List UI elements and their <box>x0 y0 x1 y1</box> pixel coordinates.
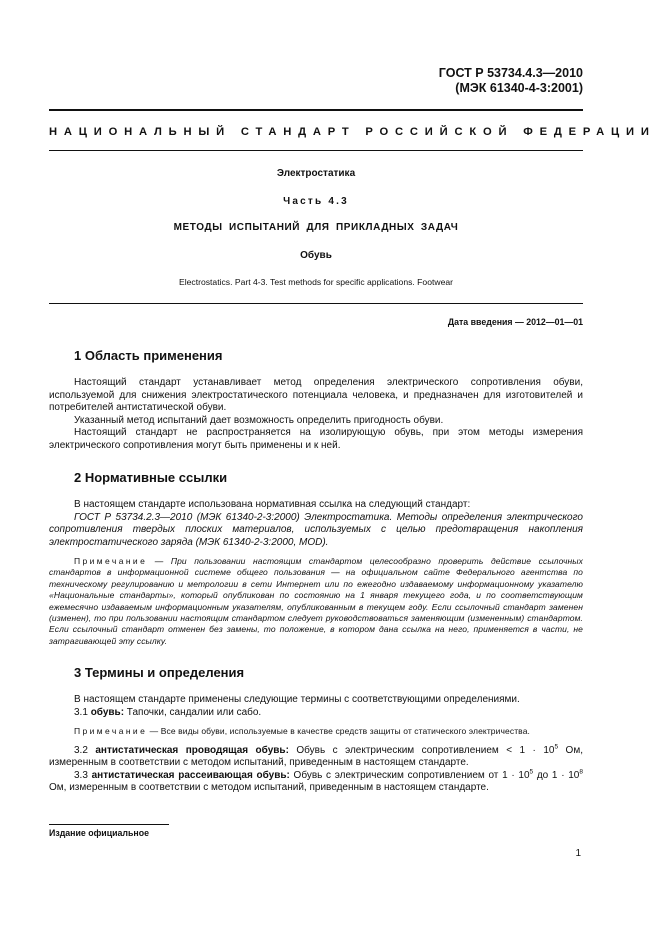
subject-title: Обувь <box>300 250 332 261</box>
term-definition-cont: до 1 · 10 <box>533 769 580 781</box>
term-name: антистатическая проводящая обувь: <box>95 744 289 756</box>
term-3-3 <box>49 770 583 795</box>
note-text: — При пользовании настоящим стандартом целесообразно проверить действие ссылочных стандартов в информационной системе общего пользования — на официальном сайте Федерального агентства по техническому регулированию и метрологии в сети Интернет или по ежегодно издаваемому информационному указателю «Национальные стандарты», который опубликован по состоянию на 1 января текущего года, и по соответствующим ежемесячно издаваемым информационным указателям, опубликованным в текущем году. Если ссылочный стандарт заменен (изменен), то при пользовании настоящим стандартом следует руководствоваться заменяющим (измененным) стандартом. Если ссылочный стандарт отменен без замены, то положение, в котором дана ссылка на него, применяется в части, не затрагивающей эту ссылку. <box>49 556 583 646</box>
section-1-paragraph-2: Указанный метод испытаний дает возможность определить пригодность обуви. <box>74 414 444 426</box>
note-label: Примечание <box>74 726 148 737</box>
national-standard-title: НАЦИОНАЛЬНЫЙ СТАНДАРТ РОССИЙСКОЙ ФЕДЕРАЦИИ <box>49 126 656 138</box>
top-rule <box>49 109 583 111</box>
date-rule <box>49 303 583 304</box>
section-2-heading: 2 Нормативные ссылки <box>74 470 228 485</box>
page-number: 1 <box>575 848 581 859</box>
title-rule <box>49 150 583 151</box>
exponent: 5 <box>529 768 534 776</box>
term-number: 3.2 <box>74 744 96 756</box>
topic-title: Электростатика <box>276 168 356 179</box>
official-edition: Издание официальное <box>49 828 149 838</box>
part-title: Часть 4.3 <box>283 196 349 207</box>
term-name: антистатическая рассеивающая обувь: <box>91 769 290 781</box>
term-name: обувь: <box>90 706 125 718</box>
normative-reference: ГОСТ Р 53734.2.3—2010 (МЭК 61340-2-3:2000) Электростатика. Методы определения электрического сопротивления твердых плоских материалов, используемых с целью предотвращения накопления электростатического заряда (МЭК 61340-2-3:2000, MOD). <box>49 511 583 548</box>
term-definition: Обувь с электрическим сопротивлением от 1 · 10 <box>289 769 530 781</box>
section-3-heading: 3 Термины и определения <box>74 665 245 681</box>
gost-number: ГОСТ Р 53734.4.3—2010 <box>438 66 583 80</box>
term-definition-cont: Ом, измеренным в соответствии с методом испытаний, приведенным в настоящем стандарте. <box>49 744 583 769</box>
term-3-1 <box>49 707 583 720</box>
note-label: Примечание <box>74 556 148 566</box>
note-text: — Все виды обуви, используемые в качестве средств защиты от статического электричества. <box>147 726 530 737</box>
section-1-paragraph-1: Настоящий стандарт устанавливает метод определения электрического сопротивления обуви, используемой для снижения электростатического потенциала человека, и предназначен для изготовителей и потребителей антистатической обуви. <box>49 377 583 413</box>
iec-number: (МЭК 61340-4-3:2001) <box>455 81 583 95</box>
term-number: 3.3 <box>74 769 92 781</box>
section-3-paragraph-1: В настоящем стандарте применены следующие термины с соответствующими определениями. <box>74 694 520 706</box>
term-3-2 <box>49 745 583 770</box>
gost-code-block <box>439 66 583 96</box>
document-body <box>49 348 583 795</box>
footer-rule <box>49 824 169 825</box>
section-2-note <box>49 556 583 647</box>
introduction-date: Дата введения — 2012—01—01 <box>447 317 583 327</box>
section-1-heading: 1 Область применения <box>74 348 223 363</box>
term-definition: Тапочки, сандалии или сабо. <box>124 706 262 718</box>
exponent: 8 <box>579 768 583 776</box>
section-3-note <box>49 726 583 737</box>
methods-title: МЕТОДЫ ИСПЫТАНИЙ ДЛЯ ПРИКЛАДНЫХ ЗАДАЧ <box>173 222 459 233</box>
term-definition-end: Ом, измеренным в соответствии с методом испытаний, приведенным в настоящем стандарте. <box>49 782 489 794</box>
exponent: 5 <box>554 743 559 751</box>
section-1-paragraph-3: Настоящий стандарт не распространяется на изолирующую обувь, при этом методы измерения электрического сопротивления могут быть применены и к ней. <box>49 427 583 451</box>
section-2-paragraph-1: В настоящем стандарте использована нормативная ссылка на следующий стандарт: <box>74 499 471 510</box>
english-title: Electrostatics. Part 4-3. Test methods for specific applications. Footwear <box>178 277 453 287</box>
term-number: 3.1 <box>74 706 91 718</box>
term-definition: Обувь с электрическим сопротивлением < 1 · 10 <box>288 744 555 756</box>
